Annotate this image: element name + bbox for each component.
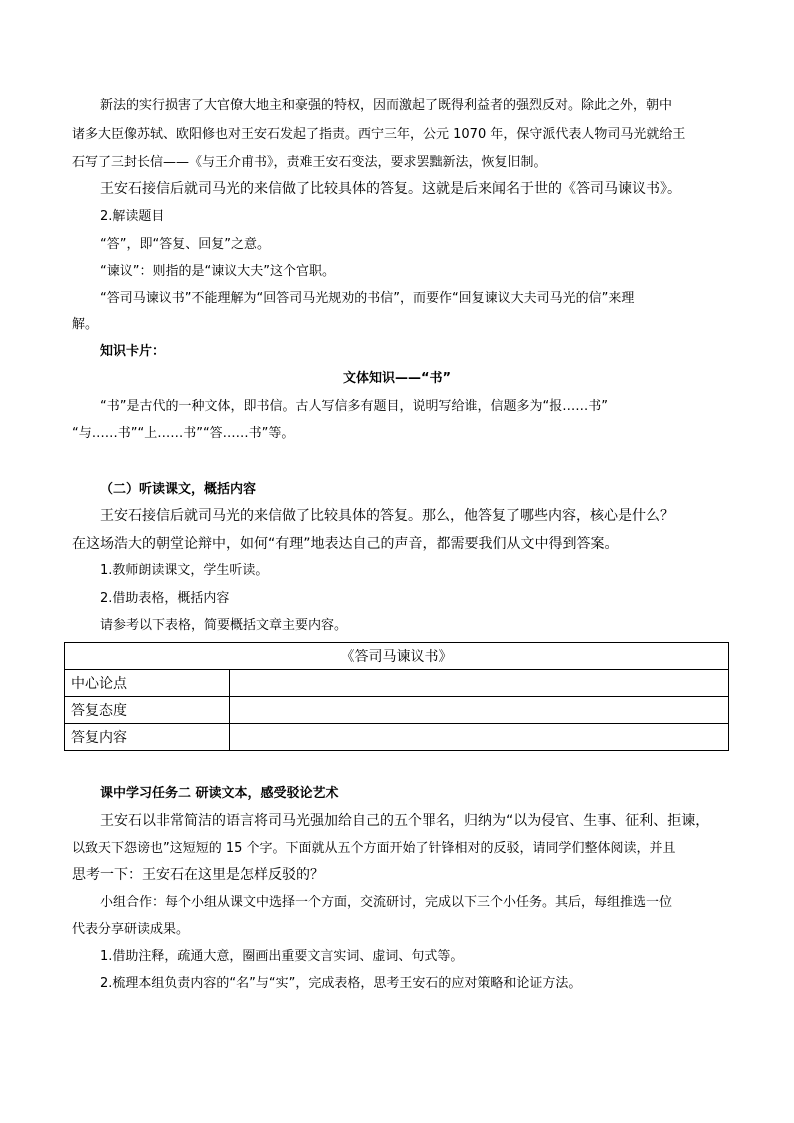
paragraph-line: 小组合作：每个小组从课文中选择一个方面，交流研讨，完成以下三个小任务。其后，每组推选一位 (100, 895, 673, 910)
table-row (65, 697, 729, 724)
knowledge-card-title: 文体知识——“书” (342, 371, 452, 386)
paragraph-line: 石写了三封长信——《与王介甫书》，责难王安石变法，要求罢黜新法，恢复旧制。 (72, 155, 547, 170)
table-row-label: 中心论点 (65, 670, 230, 697)
table-row-label: 答复态度 (65, 697, 230, 724)
paragraph-line: 思考一下：王安石在这里是怎样反驳的？ (72, 867, 324, 883)
section-heading: （二）听读课文，概括内容 (100, 482, 257, 497)
task-item: 1.借助注释，疏通大意，圈画出重要文言实词、虚词、句式等。 (100, 949, 464, 964)
table-row (65, 724, 729, 751)
knowledge-card-text: “与……书”“上……书”“答……书”等。 (72, 426, 295, 441)
paragraph-line: 王安石以非常简洁的语言将司马光强加给自己的五个罪名，归纳为“以为侵官、生事、征利、拒谏， (100, 813, 710, 829)
paragraph-line: “谏议”：则指的是“谏议大夫”这个官职。 (100, 264, 335, 279)
paragraph-line: 在这场浩大的朝堂论辩中，如何“有理”地表达自己的声音，都需要我们从文中得到答案。 (72, 536, 619, 552)
table-header-row (65, 643, 729, 670)
paragraph-line: 请参考以下表格，简要概括文章主要内容。 (100, 618, 348, 633)
knowledge-card-text: “书”是古代的一种文体，即书信。古人写信多有题目，说明写给谁，信题多为“报……书” (100, 399, 608, 414)
summary-table (64, 642, 729, 751)
paragraph-line: “答”，即“答复、回复”之意。 (100, 237, 270, 252)
paragraph-line: 新法的实行损害了大官僚大地主和豪强的特权，因而激起了既得利益者的强烈反对。除此之外，朝中 (100, 98, 673, 113)
paragraph-line: 王安石接信后就司马光的来信做了比较具体的答复。这就是后来闻名于世的《答司马谏议书》。 (100, 181, 681, 197)
table-row (65, 670, 729, 697)
table-row-value (230, 724, 729, 751)
task-item: 2.梳理本组负责内容的“名”与“实”，完成表格，思考王安石的应对策略和论证方法。 (100, 976, 582, 991)
step-item: 2.借助表格，概括内容 (100, 591, 230, 606)
paragraph-line: “答司马谏议书”不能理解为“回答司马光规劝的书信”，而要作“回复谏议大夫司马光的信”来理 (100, 291, 635, 306)
knowledge-card-label: 知识卡片： (100, 344, 166, 359)
step-item: 1.教师朗读课文，学生听读。 (100, 563, 269, 578)
table-row-value (230, 670, 729, 697)
paragraph-line: 以致天下怨谤也”这短短的 15 个字。下面就从五个方面开始了针锋相对的反驳，请同学们整体阅读，并且 (72, 841, 676, 856)
paragraph-line: 解。 (72, 317, 99, 332)
subheading: 2.解读题目 (100, 209, 165, 224)
paragraph-line: 王安石接信后就司马光的来信做了比较具体的答复。那么，他答复了哪些内容，核心是什么？ (100, 508, 674, 524)
paragraph-line: 诸多大臣像苏轼、欧阳修也对王安石发起了指责。西宁三年，公元 1070 年，保守派代表人物司马光就给王 (72, 127, 686, 142)
paragraph-line: 代表分享研读成果。 (72, 922, 190, 937)
table-row-value (230, 697, 729, 724)
table-title: 《答司马谏议书》 (65, 643, 729, 670)
section-heading: 课中学习任务二 研读文本，感受驳论艺术 (100, 786, 339, 801)
table-row-label: 答复内容 (65, 724, 230, 751)
